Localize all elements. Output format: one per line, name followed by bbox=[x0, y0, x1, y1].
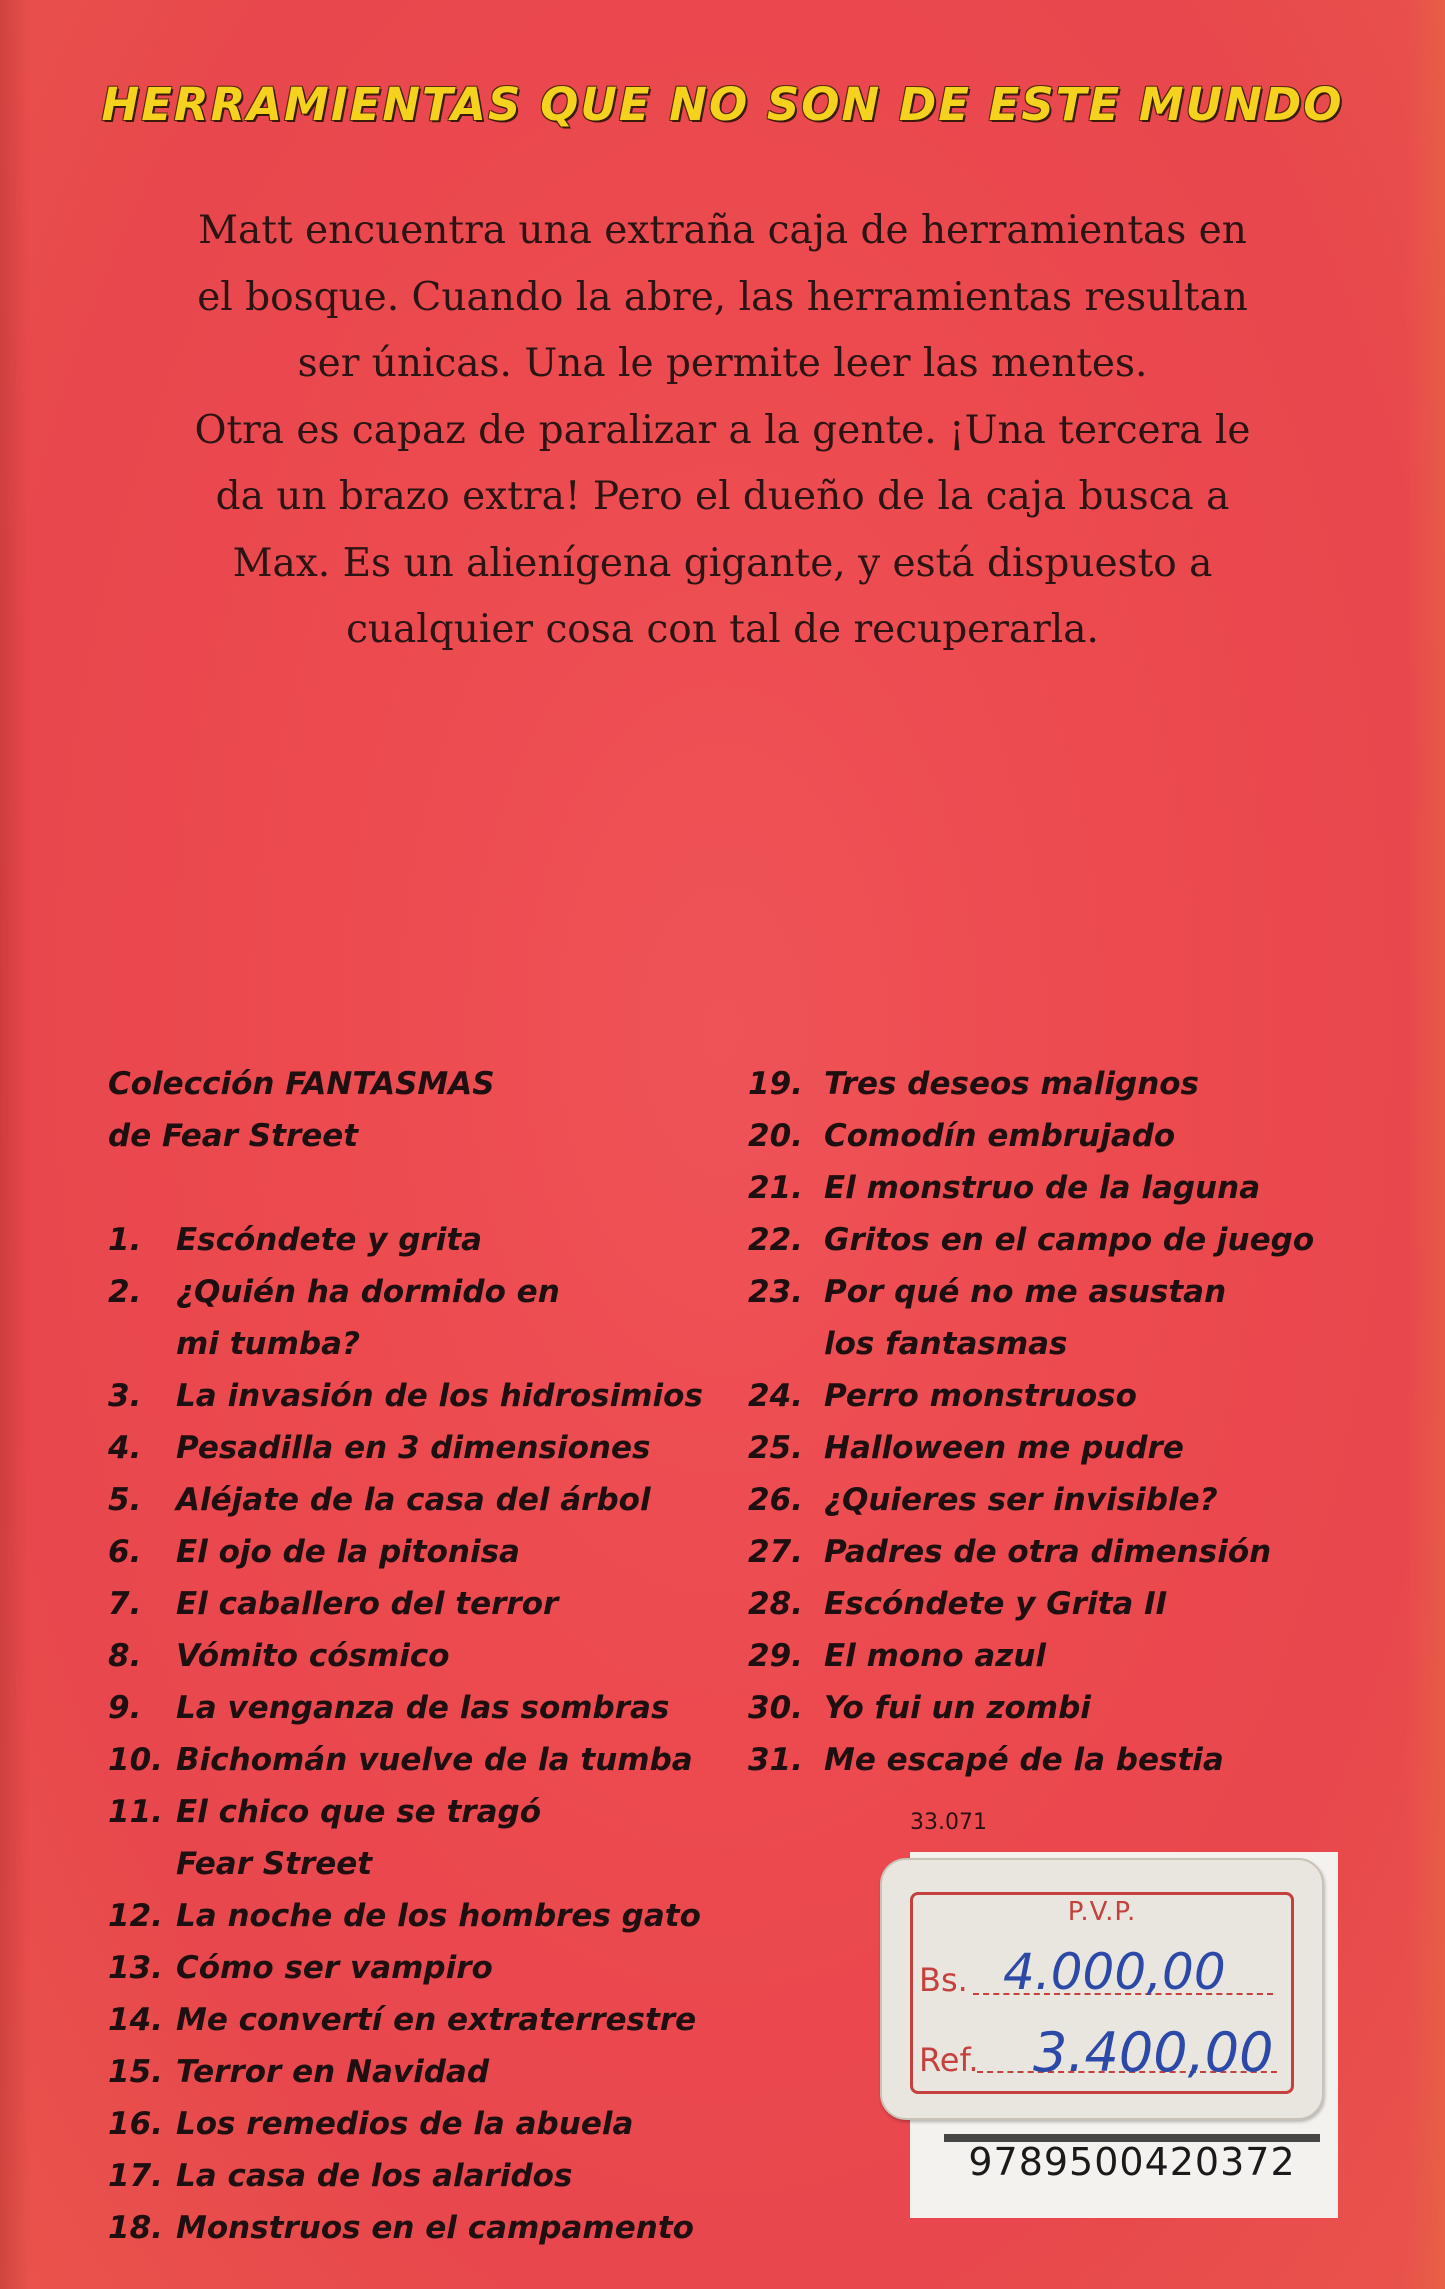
synopsis-line: ser únicas. Una le permite leer las mentes. bbox=[297, 341, 1148, 386]
item-title: Terror en Navidad bbox=[176, 2054, 490, 2090]
item-title: ¿Quién ha dormido en bbox=[176, 1274, 560, 1310]
item-title: El monstruo de la laguna bbox=[824, 1170, 1261, 1206]
bs-price-handwritten: 4.000,00 bbox=[1003, 1943, 1226, 2001]
item-number: 19. bbox=[748, 1066, 803, 1102]
collection-item bbox=[748, 1110, 1348, 1162]
collection-item bbox=[108, 1266, 728, 1318]
collection-item bbox=[108, 1578, 728, 1630]
item-title: Aléjate de la casa del árbol bbox=[176, 1482, 651, 1518]
item-number: 15. bbox=[108, 2054, 163, 2090]
item-number: 28. bbox=[748, 1586, 803, 1622]
collection-item bbox=[748, 1578, 1348, 1630]
item-title: Padres de otra dimensión bbox=[824, 1534, 1272, 1570]
item-title: Gritos en el campo de juego bbox=[824, 1222, 1315, 1258]
item-title: El caballero del terror bbox=[176, 1586, 559, 1622]
item-number: 12. bbox=[108, 1898, 163, 1934]
item-title: La noche de los hombres gato bbox=[176, 1898, 701, 1934]
item-title: Cómo ser vampiro bbox=[176, 1950, 493, 1986]
item-title: La venganza de las sombras bbox=[176, 1690, 670, 1726]
synopsis-line: el bosque. Cuando la abre, las herramientas resultan bbox=[197, 274, 1248, 320]
left-edge-shade bbox=[0, 0, 30, 2289]
collection-item bbox=[108, 1474, 728, 1526]
collection-subheading: de Fear Street bbox=[108, 1118, 359, 1154]
synopsis-line: cualquier cosa con tal de recuperarla. bbox=[346, 607, 1099, 652]
collection-item bbox=[108, 2046, 728, 2098]
collection-item bbox=[108, 1734, 728, 1786]
collection-item bbox=[108, 1942, 728, 1994]
book-title: HERRAMIENTAS QUE NO SON DE ESTE MUNDO bbox=[101, 78, 1344, 131]
item-title: La casa de los alaridos bbox=[176, 2158, 573, 2194]
item-title: Pesadilla en 3 dimensiones bbox=[176, 1430, 651, 1466]
collection-item bbox=[748, 1058, 1348, 1110]
item-number: 7. bbox=[108, 1586, 142, 1622]
collection-item bbox=[748, 1370, 1348, 1422]
item-title-continued: los fantasmas bbox=[824, 1326, 1068, 1362]
item-title: El ojo de la pitonisa bbox=[176, 1534, 520, 1570]
item-title: La invasión de los hidrosimios bbox=[176, 1378, 703, 1414]
item-title: Perro monstruoso bbox=[824, 1378, 1137, 1414]
item-number: 3. bbox=[108, 1378, 142, 1414]
item-title: Por qué no me asustan bbox=[824, 1274, 1227, 1310]
item-title: Tres deseos malignos bbox=[824, 1066, 1200, 1102]
item-number: 20. bbox=[748, 1118, 803, 1154]
collection-item bbox=[108, 1682, 728, 1734]
collection-item bbox=[108, 1630, 728, 1682]
ref-label: Ref. bbox=[919, 2041, 979, 2079]
collection-item bbox=[748, 1422, 1348, 1474]
item-number: 30. bbox=[748, 1690, 803, 1726]
collection-item bbox=[108, 1422, 728, 1474]
item-title: Yo fui un zombi bbox=[824, 1690, 1091, 1726]
collection-item bbox=[108, 1890, 728, 1942]
item-number: 23. bbox=[748, 1274, 803, 1310]
item-number: 31. bbox=[748, 1742, 803, 1778]
item-title: Los remedios de la abuela bbox=[176, 2106, 634, 2142]
item-title: Escóndete y grita bbox=[176, 1222, 483, 1258]
item-title: Comodín embrujado bbox=[824, 1118, 1176, 1154]
item-number: 6. bbox=[108, 1534, 142, 1570]
item-title: Me convertí en extraterrestre bbox=[176, 2002, 697, 2038]
synopsis-line: Max. Es un alienígena gigante, y está dispuesto a bbox=[232, 540, 1213, 586]
item-title: Halloween me pudre bbox=[824, 1430, 1184, 1466]
item-title: Escóndete y Grita II bbox=[824, 1586, 1168, 1622]
collection-item bbox=[748, 1474, 1348, 1526]
item-number: 10. bbox=[108, 1742, 163, 1778]
item-title: Vómito cósmico bbox=[176, 1638, 450, 1674]
collection-item bbox=[108, 2098, 728, 2150]
collection-item bbox=[748, 1734, 1348, 1786]
item-number: 25. bbox=[748, 1430, 803, 1466]
isbn-number: 9789500420372 bbox=[968, 2140, 1296, 2184]
item-number: 13. bbox=[108, 1950, 163, 1986]
spacer bbox=[108, 1162, 728, 1214]
collection-item bbox=[748, 1526, 1348, 1578]
item-number: 8. bbox=[108, 1638, 142, 1674]
collection-item bbox=[748, 1162, 1348, 1214]
pvp-label: P.V.P. bbox=[1067, 1897, 1137, 1927]
collection-item bbox=[108, 2150, 728, 2202]
collection-list-right bbox=[748, 1058, 1348, 1786]
item-title-continued: mi tumba? bbox=[176, 1326, 361, 1362]
item-number: 1. bbox=[108, 1222, 142, 1258]
collection-item bbox=[108, 1370, 728, 1422]
right-edge-shade bbox=[1405, 0, 1445, 2289]
collection-list-left bbox=[108, 1058, 728, 2254]
item-number: 29. bbox=[748, 1638, 803, 1674]
item-title: El mono azul bbox=[824, 1638, 1047, 1674]
bs-label: Bs. bbox=[919, 1961, 968, 1999]
item-number: 9. bbox=[108, 1690, 142, 1726]
item-number: 2. bbox=[108, 1274, 142, 1310]
item-number: 17. bbox=[108, 2158, 163, 2194]
item-title: El chico que se tragó bbox=[176, 1794, 541, 1830]
item-title: Me escapé de la bestia bbox=[824, 1742, 1224, 1778]
collection-item bbox=[748, 1266, 1348, 1318]
item-number: 22. bbox=[748, 1222, 803, 1258]
price-tag bbox=[880, 1858, 1324, 2120]
item-number: 24. bbox=[748, 1378, 803, 1414]
synopsis-line: da un brazo extra! Pero el dueño de la caja busca a bbox=[215, 474, 1230, 519]
item-number: 14. bbox=[108, 2002, 163, 2038]
collection-item bbox=[108, 1994, 728, 2046]
catalog-code: 33.071 bbox=[910, 1810, 987, 1835]
collection-heading: Colección FANTASMAS bbox=[108, 1066, 495, 1102]
item-number: 26. bbox=[748, 1482, 803, 1518]
item-number: 4. bbox=[108, 1430, 142, 1466]
item-title-continued: Fear Street bbox=[176, 1846, 373, 1882]
item-number: 11. bbox=[108, 1794, 163, 1830]
synopsis-line: Otra es capaz de paralizar a la gente. ¡Una tercera le bbox=[194, 407, 1251, 453]
collection-item bbox=[108, 1786, 728, 1838]
item-number: 27. bbox=[748, 1534, 803, 1570]
price-stamp bbox=[910, 1892, 1294, 2094]
item-title: Bichomán vuelve de la tumba bbox=[176, 1742, 693, 1778]
item-number: 5. bbox=[108, 1482, 142, 1518]
item-number: 16. bbox=[108, 2106, 163, 2142]
item-number: 18. bbox=[108, 2210, 163, 2246]
collection-item bbox=[748, 1682, 1348, 1734]
collection-item bbox=[748, 1630, 1348, 1682]
item-number: 21. bbox=[748, 1170, 803, 1206]
item-title: Monstruos en el campamento bbox=[176, 2210, 694, 2246]
collection-item bbox=[108, 1526, 728, 1578]
collection-item bbox=[108, 1214, 728, 1266]
collection-item bbox=[108, 2202, 728, 2254]
synopsis-line: Matt encuentra una extraña caja de herramientas en bbox=[198, 208, 1247, 253]
synopsis bbox=[110, 198, 1335, 664]
collection-item bbox=[748, 1214, 1348, 1266]
ref-price-handwritten: 3.400,00 bbox=[1033, 2021, 1274, 2084]
item-title: ¿Quieres ser invisible? bbox=[824, 1482, 1218, 1518]
